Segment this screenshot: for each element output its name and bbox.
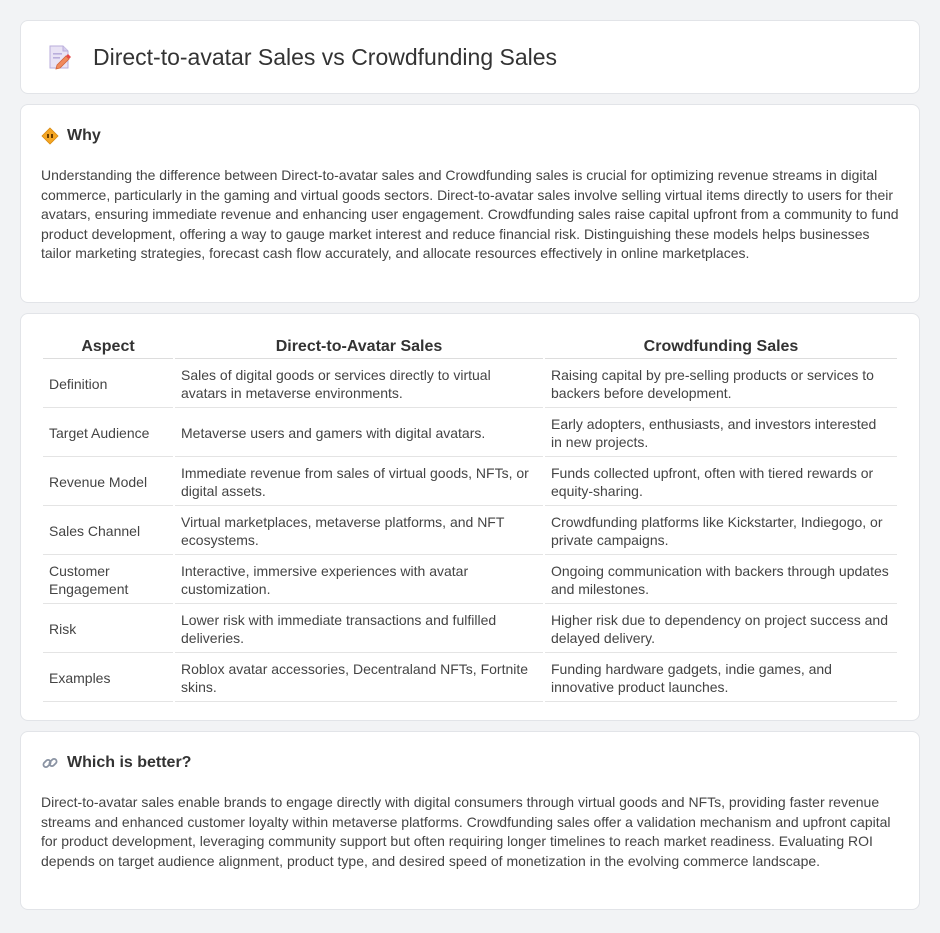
table-row (43, 359, 897, 408)
header-card (20, 20, 920, 94)
row-aspect: Definition (43, 359, 173, 408)
table-row (43, 506, 897, 555)
row-crowdfunding: Higher risk due to dependency on project success and delayed delivery. (545, 604, 897, 653)
row-aspect: Examples (43, 653, 173, 702)
which-is-better-section (20, 731, 920, 910)
row-aspect: Revenue Model (43, 457, 173, 506)
table-row (43, 408, 897, 457)
diamond-sign-icon (41, 127, 59, 145)
which-is-better-text: Direct-to-avatar sales enable brands to engage directly with digital consumers through virtual goods and NFTs, providing faster revenue streams and enhanced customer loyalty within metaverse platforms. Crowdfunding sales offer a validation mechanism and upfront capital for product development, leveraging community support but often requiring longer timelines to reach market readiness. Evaluating ROI depends on target audience alignment, product type, and desired speed of monetization in the evolving commerce landscape. (41, 794, 891, 869)
row-direct-to-avatar: Sales of digital goods or services directly to virtual avatars in metaverse environments. (175, 359, 543, 408)
row-direct-to-avatar: Roblox avatar accessories, Decentraland NFTs, Fortnite skins. (175, 653, 543, 702)
row-aspect: Customer Engagement (43, 555, 173, 604)
row-direct-to-avatar: Lower risk with immediate transactions and fulfilled deliveries. (175, 604, 543, 653)
row-crowdfunding: Early adopters, enthusiasts, and investors interested in new projects. (545, 408, 897, 457)
row-crowdfunding: Funding hardware gadgets, indie games, and innovative product launches. (545, 653, 897, 702)
row-aspect: Risk (43, 604, 173, 653)
row-direct-to-avatar: Immediate revenue from sales of virtual goods, NFTs, or digital assets. (175, 457, 543, 506)
row-aspect: Sales Channel (43, 506, 173, 555)
row-direct-to-avatar: Interactive, immersive experiences with avatar customization. (175, 555, 543, 604)
row-crowdfunding: Funds collected upfront, often with tiered rewards or equity-sharing. (545, 457, 897, 506)
row-crowdfunding: Raising capital by pre-selling products or services to backers before development. (545, 359, 897, 408)
page-title: Direct-to-avatar Sales vs Crowdfunding Sales (93, 43, 558, 70)
why-section (20, 104, 920, 303)
table-row (43, 653, 897, 702)
row-crowdfunding: Crowdfunding platforms like Kickstarter, Indiegogo, or private campaigns. (545, 506, 897, 555)
comparison-table-card (20, 313, 920, 721)
why-text: Understanding the difference between Direct-to-avatar sales and Crowdfunding sales is crucial for optimizing revenue streams in digital commerce, particularly in the gaming and virtual goods sectors. Direct-to-avatar sales involve selling virtual items directly to users for their avatars, ensuring immediate revenue and enhancing user engagement. Crowdfunding sales raise capital upfront from a community to fund product development, offering a way to gauge market interest and reduce financial risk. Distinguishing these models helps businesses tailor marketing strategies, forecast cash flow accurately, and allocate resources effectively in online marketplaces. (41, 167, 899, 261)
table-row (43, 457, 897, 506)
link-icon (41, 754, 59, 772)
row-direct-to-avatar: Virtual marketplaces, metaverse platforms, and NFT ecosystems. (175, 506, 543, 555)
row-aspect: Target Audience (43, 408, 173, 457)
which-is-better-title: Which is better? (67, 754, 192, 771)
table-header-row (43, 334, 897, 359)
header-direct-to-avatar: Direct-to-Avatar Sales (175, 334, 543, 359)
why-title: Why (67, 127, 101, 144)
row-direct-to-avatar: Metaverse users and gamers with digital avatars. (175, 408, 543, 457)
header-crowdfunding: Crowdfunding Sales (545, 334, 897, 359)
document-pencil-icon (45, 43, 73, 71)
table-row (43, 555, 897, 604)
table-row (43, 604, 897, 653)
row-crowdfunding: Ongoing communication with backers through updates and milestones. (545, 555, 897, 604)
header-aspect: Aspect (43, 334, 173, 359)
comparison-table (41, 334, 899, 702)
